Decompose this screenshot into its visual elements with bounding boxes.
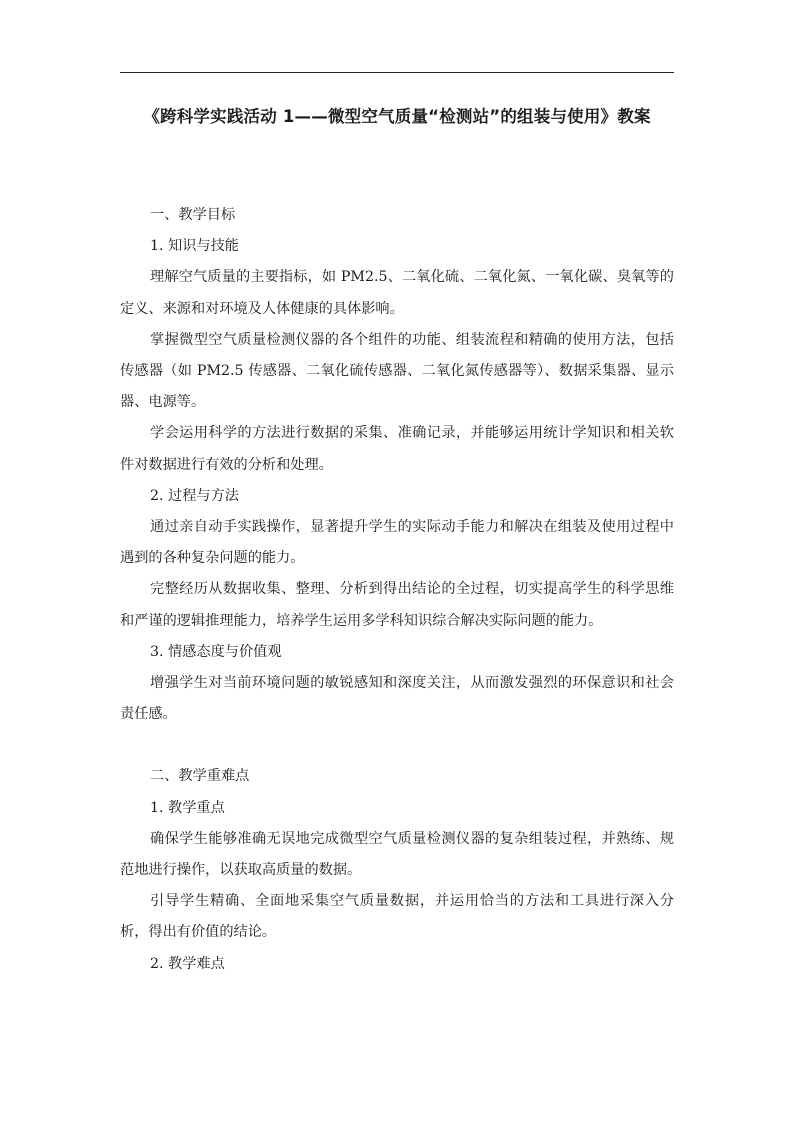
paragraph-assembly-operation: 确保学生能够准确无误地完成微型空气质量检测仪器的复杂组装过程，并熟练、规范地进行操作，以获取高质量的数据。 xyxy=(120,830,674,879)
subheading-knowledge-skills: 1. 知识与技能 xyxy=(150,238,239,255)
paragraph-data-collection: 引导学生精确、全面地采集空气质量数据，并运用恰当的方法和工具进行深入分析，得出有价值的结论。 xyxy=(120,893,674,941)
paragraph-hands-on: 通过亲自动手实践操作，显著提升学生的实际动手能力和解决在组装及使用过程中遇到的各种复杂问题的能力。 xyxy=(120,519,674,567)
subheading-attitude-values: 3. 情感态度与价值观 xyxy=(150,643,282,660)
paragraph-full-process: 完整经历从数据收集、整理、分析到得出结论的全过程，切实提高学生的科学思维和严谨的逻辑推理能力，培养学生运用多学科知识综合解决实际问题的能力。 xyxy=(120,581,674,629)
paragraph-environmental-awareness: 增强学生对当前环境问题的敏锐感知和深度关注，从而激发强烈的环保意识和社会责任感。 xyxy=(120,675,674,723)
document-title: 《跨科学实践活动 1——微型空气质量“检测站”的组装与使用》教案 xyxy=(143,107,651,126)
section-heading-key-difficult: 二、教学重难点 xyxy=(150,768,250,785)
paragraph-data-analysis: 学会运用科学的方法进行数据的采集、准确记录，并能够运用统计学知识和相关软件对数据进行有效的分析和处理。 xyxy=(120,425,674,473)
paragraph-instrument-components: 掌握微型空气质量检测仪器的各个组件的功能、组装流程和精确的使用方法，包括传感器（如 PM2.5 传感器、二氧化硫传感器、二氧化氮传感器等）、数据采集器、显示器、电源等。 xyxy=(120,331,674,411)
paragraph-air-indicators: 理解空气质量的主要指标，如 PM2.5、二氧化硫、二氧化氮、一氧化碳、臭氧等的定义、来源和对环境及人体健康的具体影响。 xyxy=(120,269,674,317)
header-rule xyxy=(120,72,674,73)
subheading-process-methods: 2. 过程与方法 xyxy=(150,487,239,504)
subheading-key-points: 1. 教学重点 xyxy=(150,799,225,816)
document-body xyxy=(120,200,674,980)
section-heading-objectives: 一、教学目标 xyxy=(150,207,236,223)
subheading-difficulties: 2. 教学难点 xyxy=(150,955,225,972)
